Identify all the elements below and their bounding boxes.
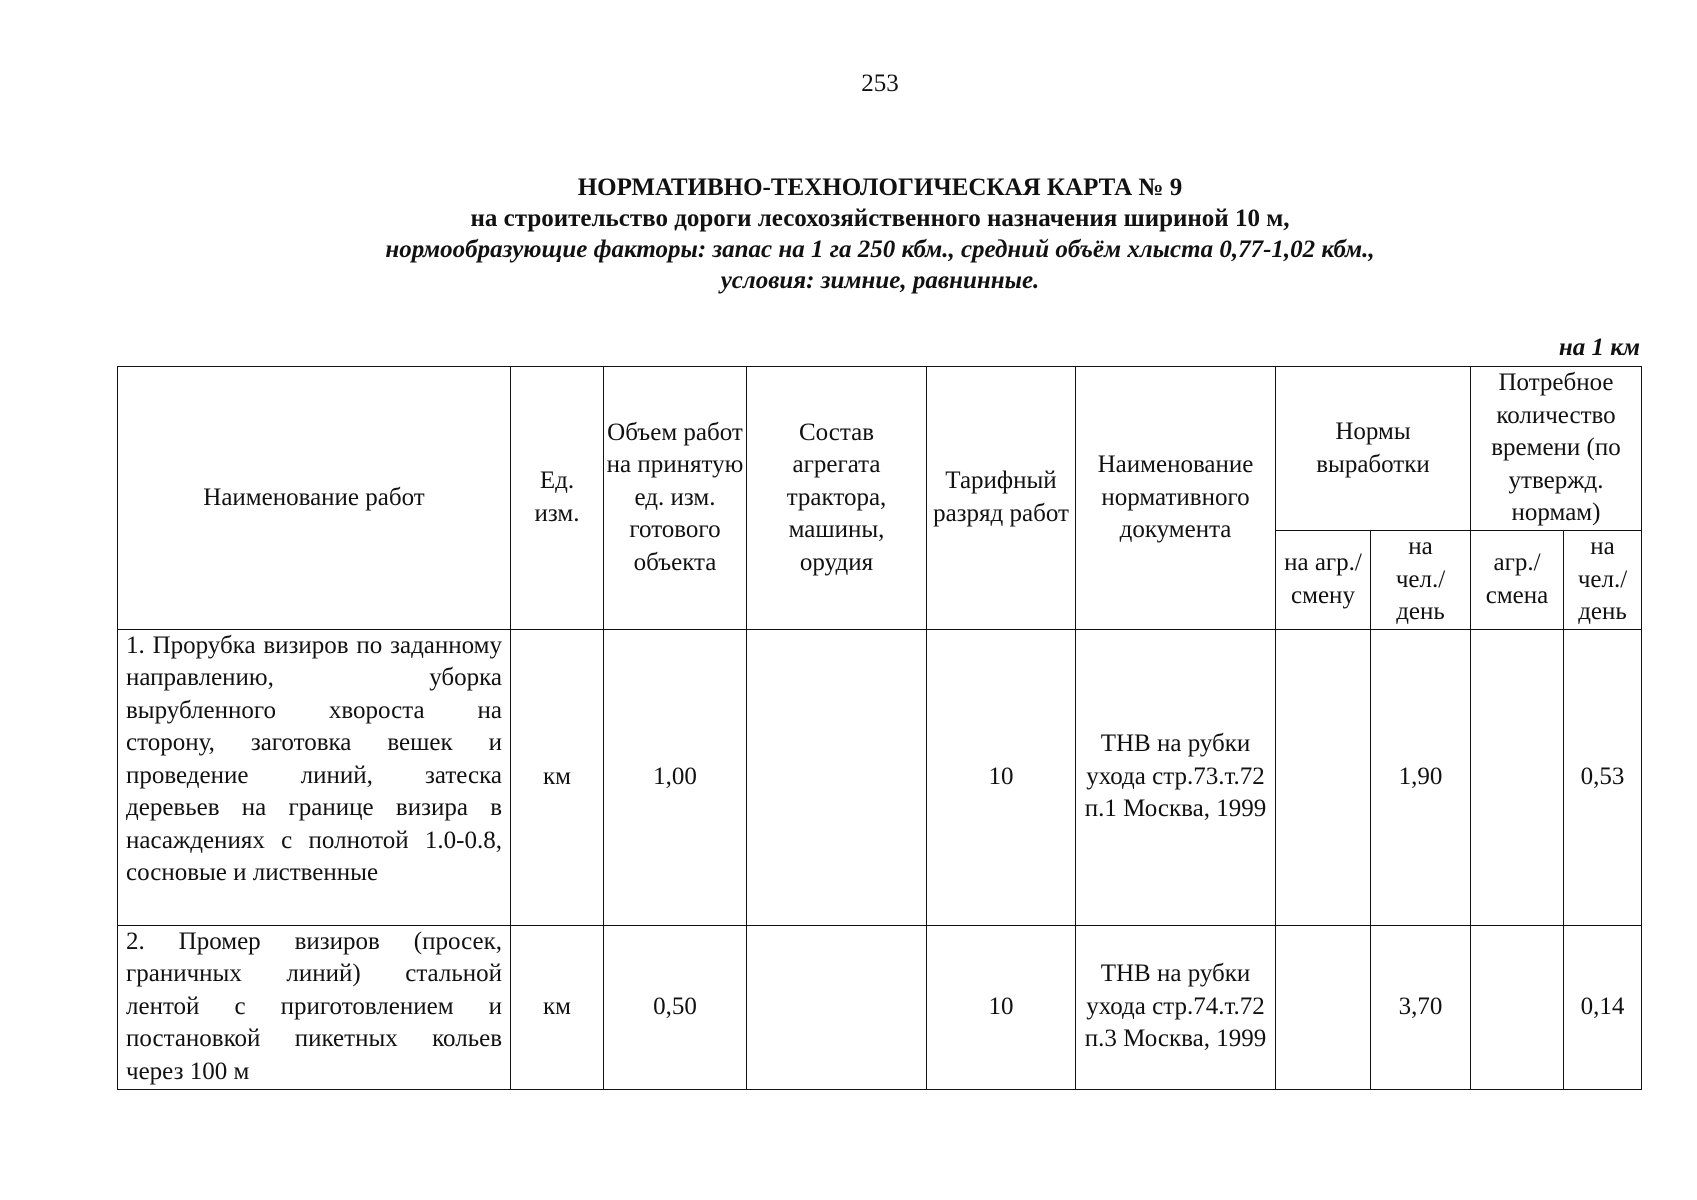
header-tariff: Тарифный разряд работ xyxy=(927,367,1076,630)
tariff-cell: 10 xyxy=(927,629,1076,925)
header-unit: Ед. изм. xyxy=(511,367,604,630)
unit-cell: км xyxy=(511,925,604,1089)
time-agg-cell xyxy=(1471,925,1564,1089)
output-agg-cell xyxy=(1276,629,1371,925)
conditions: условия: зимние, равнинные. xyxy=(720,267,1040,294)
time-person-cell: 0,53 xyxy=(1564,629,1642,925)
norms-table xyxy=(117,366,1642,1090)
document-cell: ТНВ на рубки ухода стр.74.т.72 п.3 Москва, 1999 xyxy=(1076,925,1276,1089)
volume-cell: 1,00 xyxy=(604,629,747,925)
aggregate-cell xyxy=(747,925,927,1089)
output-person-cell: 3,70 xyxy=(1371,925,1471,1089)
header-output-per-person: на чел./ день xyxy=(1371,531,1471,630)
work-description: 2. Промер визиров (просек, граничных линий) стальной лентой с приготовлением и постановкой пикетных кольев через 100 м xyxy=(118,925,511,1089)
output-agg-cell xyxy=(1276,925,1371,1089)
header-time-per-agg: агр./ смена xyxy=(1471,531,1564,630)
header-work-name: Наименование работ xyxy=(118,367,511,630)
document-header xyxy=(0,172,1697,296)
tariff-cell: 10 xyxy=(927,925,1076,1089)
norm-factors: нормообразующие факторы: запас на 1 га 250 кбм., средний объём хлыста 0,77-1,02 кбм., xyxy=(385,236,1375,263)
header-time-per-person: на чел./ день xyxy=(1564,531,1642,630)
aggregate-cell xyxy=(747,629,927,925)
unit-note: на 1 км xyxy=(1558,334,1640,361)
header-document: Наименование нормативного документа xyxy=(1076,367,1276,630)
unit-cell: км xyxy=(511,629,604,925)
table-row xyxy=(118,629,1642,925)
document-title: НОРМАТИВНО-ТЕХНОЛОГИЧЕСКАЯ КАРТА № 9 xyxy=(577,174,1183,201)
time-person-cell: 0,14 xyxy=(1564,925,1642,1089)
table-row xyxy=(118,925,1642,1089)
work-description: 1. Прорубка визиров по заданному направлению, уборка вырубленного хвороста на сторону, заготовка вешек и проведение линий, затеска деревьев на границе визира в насаждениях с полнотой 1.0-0.8, сосновые и лиственные xyxy=(118,629,511,925)
output-person-cell: 1,90 xyxy=(1371,629,1471,925)
header-aggregate: Состав агрегата трактора, машины, орудия xyxy=(747,367,927,630)
document-cell: ТНВ на рубки ухода стр.73.т.72 п.1 Москва, 1999 xyxy=(1076,629,1276,925)
volume-cell: 0,50 xyxy=(604,925,747,1089)
header-output-norms: Нормы выработки xyxy=(1276,367,1471,531)
header-volume: Объем работ на принятую ед. изм. готового объекта xyxy=(604,367,747,630)
page-number: 253 xyxy=(861,70,899,97)
header-time-needed: Потребное количество времени (по утвержд. нормам) xyxy=(1471,367,1642,531)
time-agg-cell xyxy=(1471,629,1564,925)
header-output-per-agg: на агр./ смену xyxy=(1276,531,1371,630)
document-subtitle: на строительство дороги лесохозяйственного назначения шириной 10 м, xyxy=(470,205,1290,232)
